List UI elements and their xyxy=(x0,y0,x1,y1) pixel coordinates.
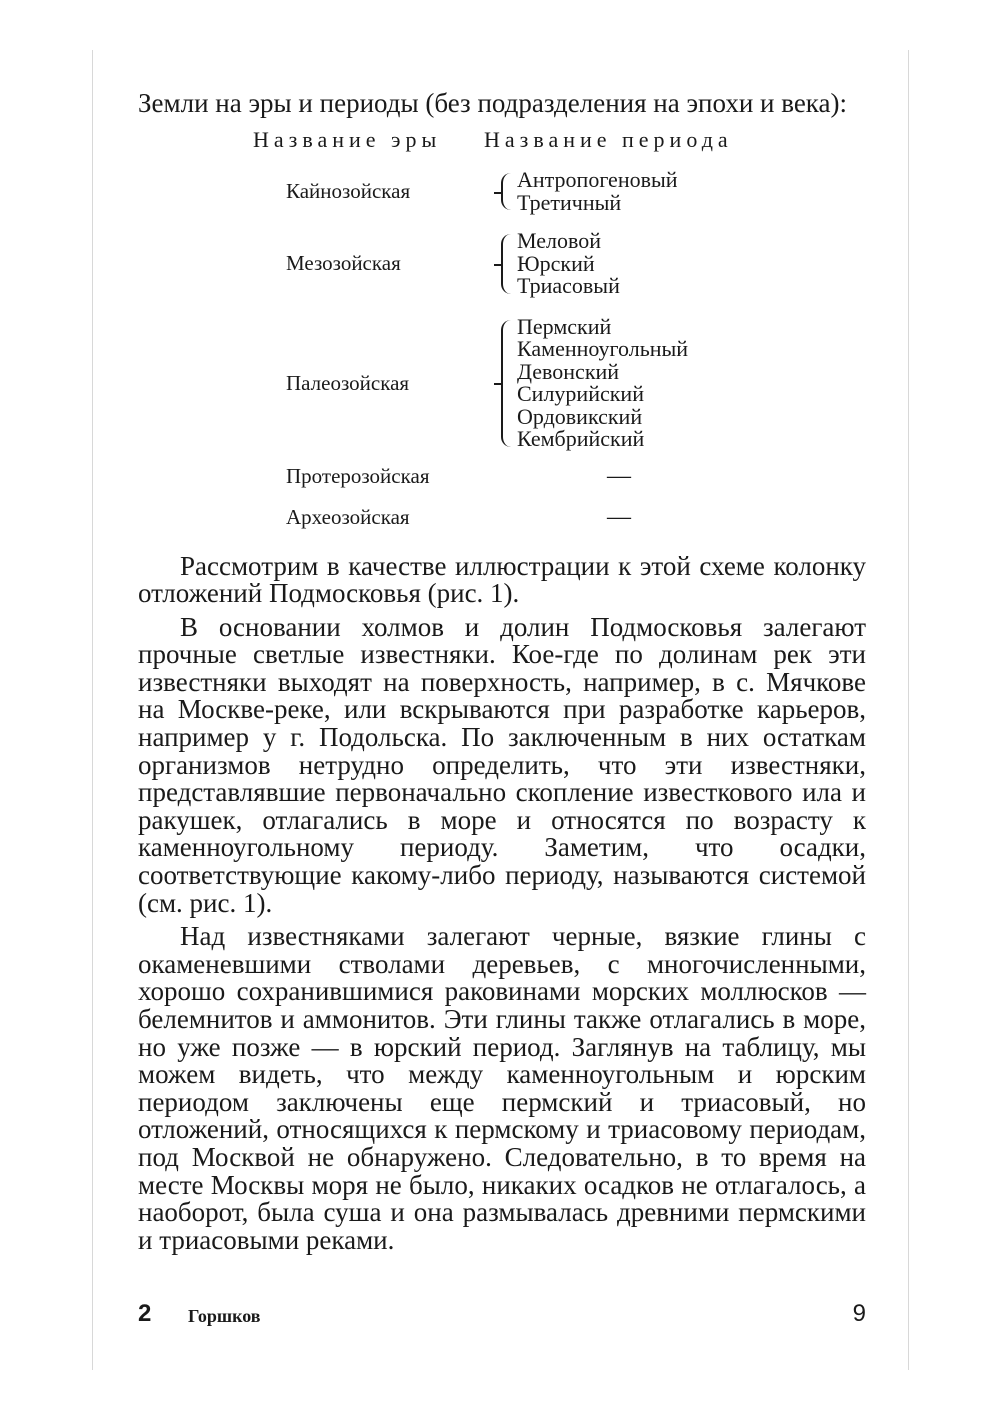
signature-author: Горшков xyxy=(188,1306,261,1326)
period-item: Антропогеновый xyxy=(517,167,678,192)
period-item: Ордовикский xyxy=(517,403,643,429)
intro-text: Земли на эры и периоды (без подразделения на эпохи и века): xyxy=(138,88,847,118)
period-item: Силурийский xyxy=(517,381,644,406)
period-item: Каменноугольный xyxy=(517,336,689,361)
period-item: Триасовый xyxy=(517,273,620,298)
era-name: Кайнозойская xyxy=(286,179,411,203)
signature-number: 2 xyxy=(138,1300,152,1327)
page-number: 9 xyxy=(852,1300,866,1327)
page-margin-line-right xyxy=(908,50,909,1370)
era-name: Мезозойская xyxy=(286,251,401,276)
table-header xyxy=(138,127,866,167)
era-row-mesozoic xyxy=(138,230,866,298)
era-row-proterozoic xyxy=(138,463,866,490)
period-item: Меловой xyxy=(517,228,602,253)
header-era: Название эры xyxy=(253,127,442,152)
page-body xyxy=(138,86,866,1254)
no-period-dash: — xyxy=(607,462,631,489)
era-name: Палеозойская xyxy=(286,370,410,395)
era-row-archeozoic xyxy=(138,504,866,531)
no-period-dash: — xyxy=(607,503,631,530)
period-item: Кембрийский xyxy=(517,426,645,451)
era-name: Протерозойская xyxy=(286,463,430,488)
page-margin-line-left xyxy=(92,50,93,1370)
header-period: Название периода xyxy=(484,127,733,152)
brace-icon xyxy=(501,320,515,447)
brace-icon xyxy=(501,173,515,210)
period-item: Девонский xyxy=(517,358,620,384)
paragraph: Рассмотрим в качестве иллюстрации к этой схеме колонку отложений Подмосковья (рис. 1). xyxy=(138,550,866,609)
brace-icon xyxy=(501,234,515,294)
period-list xyxy=(517,169,678,214)
paragraph: В основании холмов и долин Подмосковья залегают прочные светлые известняки. Кое-где по долинам рек эти известняки выходят на поверхность, например, в с. Мячкове на Москве-реке, или вскрываются при разработке карьеров, например у г. Подольска. По заключенным в них остаткам организмов нетрудно определить, что эти известняки, представлявшие первоначально скопление известкового ила и ракушек, отлагались в море и относятся по возрасту к каменноугольному периоду. Заметим, что осадки, соответствующие какому-либо периоду, называются системой (см. рис. 1). xyxy=(138,611,866,918)
era-row-paleozoic xyxy=(138,313,866,451)
era-name: Археозойская xyxy=(286,504,410,529)
period-item: Третичный xyxy=(517,189,622,215)
era-period-table xyxy=(138,169,866,531)
period-item: Юрский xyxy=(517,250,595,276)
period-item: Пермский xyxy=(517,313,612,339)
paragraph: Над известняками залегают черные, вязкие глины с окаменевшими стволами деревьев, с многочисленными, хорошо сохранившимися раковинами морских моллюсков — белемнитов и аммонитов. Эти глины также отлагались в море, но уже позже — в юрский период. Заглянув на таблицу, мы можем видеть, что между каменноугольным и юрским периодом заключены еще пермский и триасовый, но отложений, относящихся к пермскому и триасовому периодам, под Москвой не обнаружено. Следовательно, в то время на месте Москвы моря не было, никаких осадков не отлагалось, а наоборот, была суша и она размывалась древними пермскими и триасовыми реками. xyxy=(138,921,866,1255)
period-list xyxy=(517,313,689,451)
period-list xyxy=(517,230,620,298)
page-footer xyxy=(138,1300,866,1334)
era-row-cenozoic xyxy=(138,169,866,214)
